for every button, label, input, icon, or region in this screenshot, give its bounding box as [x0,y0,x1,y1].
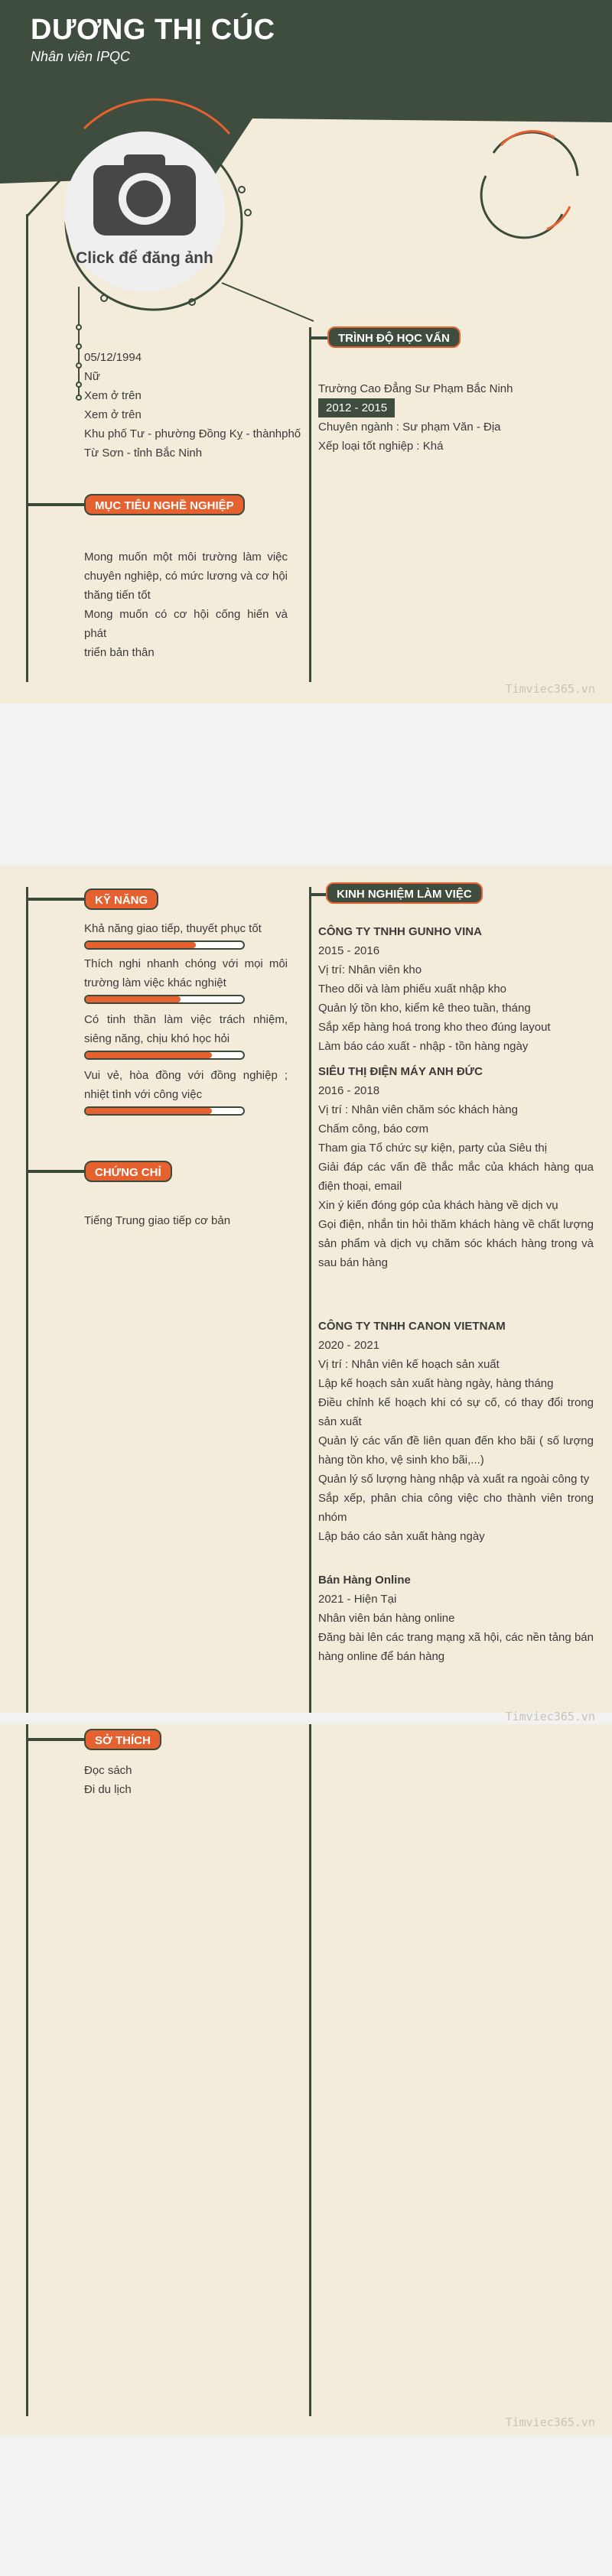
left-timeline [26,1724,28,2416]
job-line: Vị trí : Nhân viên chăm sóc khách hàng [318,1103,518,1116]
experience-title: KINH NGHIỆM LÀM VIỆC [326,882,483,904]
hobbies-connector [26,1738,87,1741]
cv-page-2 [0,866,612,1723]
objective-title: MỤC TIÊU NGHỀ NGHIỆP [84,494,245,515]
job-company: CÔNG TY TNHH CANON VIETNAM [318,1320,506,1333]
job-period: 2021 - Hiện Tại [318,1593,397,1606]
education-title: TRÌNH ĐỘ HỌC VẤN [327,326,461,348]
job-line: Sắp xếp hàng hoá trong kho theo đúng layout [318,1021,551,1034]
skill-label: Thích nghi nhanh chóng với mọi môi trường làm việc khác nghiệt [84,957,288,989]
job-line: Tham gia Tổ chức sự kiện, party của Siêu thị [318,1142,548,1155]
cv-page-1 [0,0,612,703]
job-period: 2016 - 2018 [318,1084,380,1097]
camera-icon [93,151,196,236]
skill-level-fill [86,996,181,1002]
job-line: Điều chỉnh kế hoạch khi có sự cố, có thay đổi trong sản xuất [318,1396,594,1428]
job-company: CÔNG TY TNHH GUNHO VINA [318,925,482,938]
skill-level-bar [84,940,245,950]
objective-paragraph-1: Mong muốn một môi trường làm việc chuyên nghiệp, có mức lương và cơ hội thăng tiến tốt [84,551,288,602]
job-period: 2020 - 2021 [318,1339,380,1352]
left-timeline [26,214,28,682]
job-company: Bán Hàng Online [318,1574,411,1587]
job-line: Lập báo cáo sản xuất hàng ngày [318,1530,485,1543]
watermark: Timviec365.vn [505,682,595,696]
upload-photo-button[interactable] [64,132,225,292]
job-line: Chấm công, báo cơm [318,1122,429,1135]
job-line: Quản lý tồn kho, kiểm kê theo tuần, tháng [318,1002,531,1015]
job-line: Sắp xếp, phân chia công việc cho thành viên trong nhóm [318,1492,594,1524]
experience-list [318,922,594,1666]
cv-page-3 [0,1724,612,2435]
connector-line [222,275,321,329]
candidate-name: DƯƠNG THỊ CÚC [31,14,275,46]
watermark: Timviec365.vn [505,1710,595,1723]
skill-level-fill [86,1108,212,1114]
hobby-item: Đi du lịch [84,1783,132,1796]
decor-circles [470,122,585,237]
info-dot [76,382,82,388]
experience-job [318,922,594,1056]
right-divider [309,1724,311,2416]
job-line: Vị trí : Nhân viên kế hoạch sản xuất [318,1358,500,1371]
hobby-item: Đọc sách [84,1764,132,1777]
photo-caption: Click để đăng ảnh [76,249,213,267]
education-school: Trường Cao Đẳng Sư Phạm Bắc Ninh [318,382,513,395]
job-line: Theo dõi và làm phiếu xuất nhập kho [318,983,506,996]
address-line-1: Khu phố Tư - phường Đồng Kỵ - thànhphố [84,427,301,440]
skill-level-fill [86,942,196,948]
candidate-job-title: Nhân viên IPQC [31,49,131,64]
address-line-2: Từ Sơn - tỉnh Bắc Ninh [84,447,203,460]
info-dot [76,343,82,349]
certificate-item: Tiếng Trung giao tiếp cơ bản [84,1214,231,1227]
info-dot [76,395,82,401]
certificates-connector [26,1170,87,1173]
job-line: Vị trí: Nhân viên kho [318,963,422,976]
job-line: Nhân viên bán hàng online [318,1612,455,1625]
skill-label: Khả năng giao tiếp, thuyết phục tốt [84,922,262,935]
experience-job [318,1317,594,1546]
right-divider [309,887,311,1713]
email: Xem ở trên [84,408,142,421]
left-timeline-angle [26,176,64,218]
job-line: Lập kế hoạch sản xuất hàng ngày, hàng tháng [318,1377,554,1390]
objective-paragraph-2: Mong muốn có cơ hội cống hiến và phát [84,608,288,640]
skill-label: Có tinh thần làm việc trách nhiệm, siêng năng, chịu khó học hỏi [84,1013,288,1045]
job-line: Quản lý số lượng hàng nhập và xuất ra ngoài công ty [318,1473,590,1486]
experience-job [318,1062,594,1272]
skill-level-bar [84,995,245,1004]
left-timeline [26,887,28,1713]
education-major: Chuyên ngành : Sư phạm Văn - Địa [318,421,501,434]
job-line: Gọi điện, nhắn tin hỏi thăm khách hàng về chất lượng sản phẩm và dịch vụ chăm sóc khách hàng trong và sau bán hàng [318,1218,594,1269]
job-company: SIÊU THỊ ĐIỆN MÁY ANH ĐỨC [318,1065,483,1078]
skill-label: Vui vẻ, hòa đồng với đồng nghiệp ; nhiệt tình với công việc [84,1069,288,1101]
info-dot [76,324,82,330]
skill-level-bar [84,1106,245,1116]
job-line: Làm báo cáo xuất - nhập - tồn hàng ngày [318,1040,529,1053]
watermark: Timviec365.vn [505,2415,595,2429]
job-line: Xin ý kiến đóng góp của khách hàng về dịch vụ [318,1199,558,1212]
hobbies-title: SỞ THÍCH [84,1729,161,1750]
job-period: 2015 - 2016 [318,944,380,957]
certificates-title: CHỨNG CHỈ [84,1161,172,1182]
education-grade: Xếp loại tốt nghiệp : Khá [318,440,444,453]
skills-title: KỸ NĂNG [84,888,158,910]
job-line: Đăng bài lên các trang mạng xã hội, các nền tảng bán hàng online để bán hàng [318,1631,594,1663]
experience-job [318,1571,594,1666]
birthday: 05/12/1994 [84,351,142,364]
objective-paragraph-3: triển bản thân [84,646,155,659]
education-period: 2012 - 2015 [318,398,395,417]
job-line: Giải đáp các vấn đề thắc mắc của khách hàng qua điện thoại, email [318,1161,594,1193]
info-dot [76,362,82,369]
skill-level-fill [86,1052,212,1058]
skill-level-bar [84,1051,245,1060]
phone: Xem ở trên [84,389,142,402]
job-line: Quản lý các vấn đề liên quan đến kho bãi ( số lượng hàng tồn kho, vệ sinh kho bãi,...) [318,1434,594,1467]
skills-connector [26,898,87,901]
right-divider [309,327,311,682]
objective-connector [26,503,87,506]
gender: Nữ [84,370,100,383]
